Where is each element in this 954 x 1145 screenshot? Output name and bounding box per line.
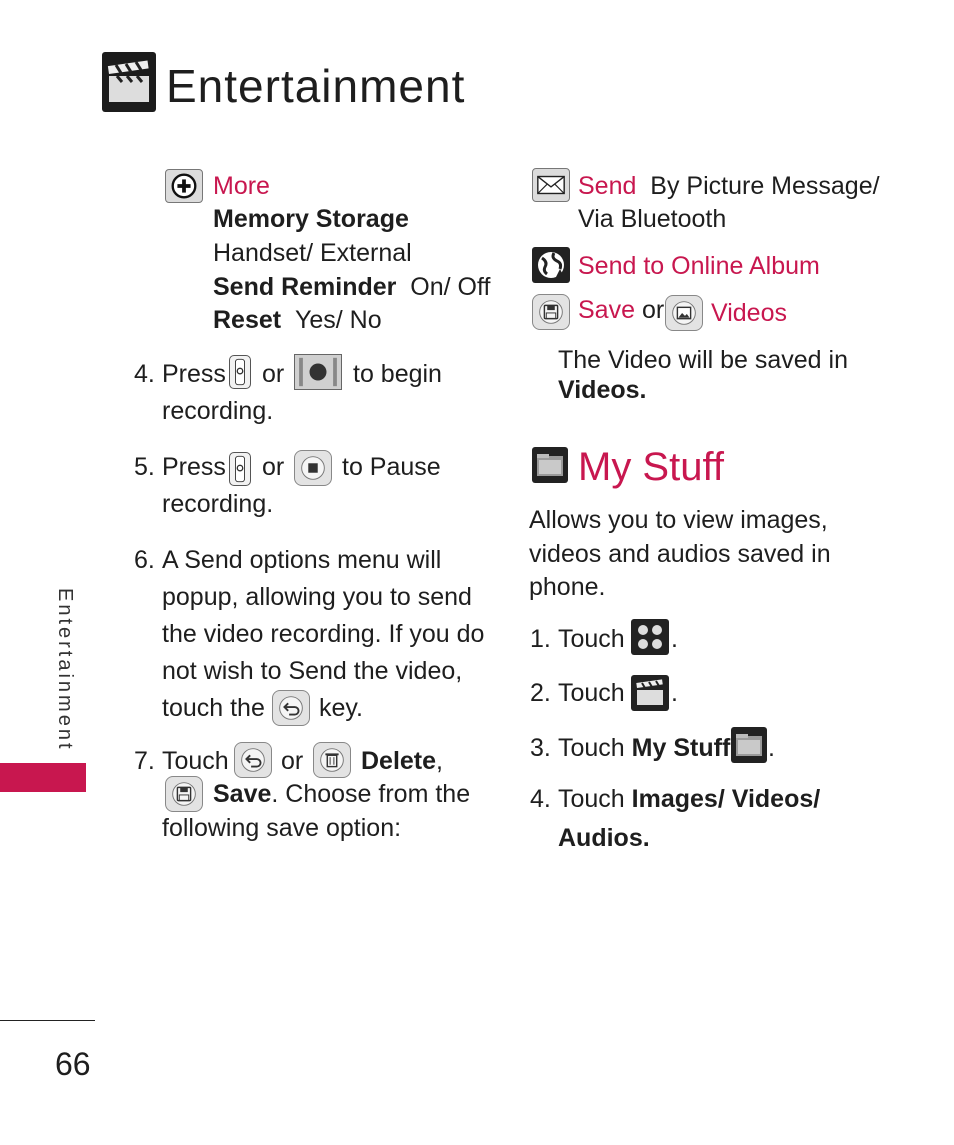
step-4-rest: to begin <box>353 360 442 388</box>
picture-icon <box>665 295 703 331</box>
my-stuff-step-3-line: Touch My Stuff <box>558 734 731 762</box>
step-6-line: A Send options menu will <box>162 546 442 574</box>
footer-rule <box>0 1020 95 1021</box>
step-4-press: Press <box>162 360 226 388</box>
step-6-last-post: key. <box>319 694 363 722</box>
side-tab-label: Entertainment <box>54 588 76 752</box>
menu-grid-icon <box>631 619 669 655</box>
step-7-line3: following save option: <box>162 814 402 842</box>
back-icon <box>272 690 310 726</box>
step-7-or: or <box>281 747 304 775</box>
save-icon <box>165 776 203 812</box>
my-stuff-step-3-end: . <box>768 734 775 762</box>
page-title: Entertainment <box>166 60 466 112</box>
step-6-line: the video recording. If you do <box>162 620 485 648</box>
side-tab-bar <box>0 763 86 792</box>
send-online-album-title: Send to Online Album <box>578 252 820 280</box>
side-key-icon <box>229 452 251 486</box>
videos-option-title: Videos <box>711 299 787 327</box>
my-stuff-step-4-line2: Audios. <box>558 824 650 852</box>
clapperboard-icon <box>102 52 156 112</box>
my-stuff-step-2-touch: Touch <box>558 679 625 707</box>
reset-line: Reset Yes/ No <box>213 306 382 334</box>
step-7-number: 7. <box>134 747 155 775</box>
my-stuff-step-1-end: . <box>671 625 678 653</box>
send-reminder-line: Send Reminder On/ Off <box>213 273 491 301</box>
step-7-touch: Touch <box>162 747 229 775</box>
stop-icon <box>294 450 332 486</box>
step-7-delete-line: Delete, <box>361 747 443 775</box>
save-or-line: Save or <box>578 296 665 324</box>
my-stuff-step-1-touch: Touch <box>558 625 625 653</box>
my-stuff-step-2-number: 2. <box>530 679 551 707</box>
folder-icon <box>532 447 568 483</box>
step-5-line2: recording. <box>162 490 274 518</box>
my-stuff-step-4-number: 4. <box>530 785 551 813</box>
step-6-line: popup, allowing you to send <box>162 583 472 611</box>
step-5-or: or <box>262 453 285 481</box>
my-stuff-step-3-number: 3. <box>530 734 551 762</box>
step-5-press: Press <box>162 453 226 481</box>
step-7-save-line: Save. Choose from the <box>213 780 471 808</box>
clapperboard-icon <box>631 675 669 711</box>
page-number: 66 <box>55 1046 91 1082</box>
my-stuff-step-4-line: Touch Images/ Videos/ <box>558 785 821 813</box>
folder-icon <box>731 727 767 763</box>
side-key-icon <box>229 355 251 389</box>
saved-note-line1: The Video will be saved in <box>558 346 848 374</box>
my-stuff-heading: My Stuff <box>578 445 724 489</box>
plus-icon <box>165 169 203 203</box>
envelope-icon <box>532 168 570 202</box>
send-option-line: Send By Picture Message/ <box>578 172 880 200</box>
globe-icon <box>532 247 570 283</box>
my-stuff-intro: videos and audios saved in <box>529 540 831 568</box>
more-option-title: More <box>213 172 270 200</box>
step-5-number: 5. <box>134 453 155 481</box>
saved-note-line2: Videos. <box>558 376 647 404</box>
memory-storage-value: Handset/ External <box>213 239 412 267</box>
back-icon <box>234 742 272 778</box>
my-stuff-intro: Allows you to view images, <box>529 506 828 534</box>
my-stuff-step-2-end: . <box>671 679 678 707</box>
my-stuff-step-1-number: 1. <box>530 625 551 653</box>
step-6-last-pre: touch the <box>162 694 265 722</box>
step-4-or: or <box>262 360 285 388</box>
step-5-rest: to Pause <box>342 453 441 481</box>
memory-storage-label: Memory Storage <box>213 205 409 233</box>
step-6-number: 6. <box>134 546 155 574</box>
step-6-line: not wish to Send the video, <box>162 657 463 685</box>
record-icon <box>294 354 342 390</box>
step-4-line2: recording. <box>162 397 274 425</box>
my-stuff-intro: phone. <box>529 573 606 601</box>
send-option-line2: Via Bluetooth <box>578 205 727 233</box>
trash-icon <box>313 742 351 778</box>
save-icon <box>532 294 570 330</box>
step-4-number: 4. <box>134 360 155 388</box>
